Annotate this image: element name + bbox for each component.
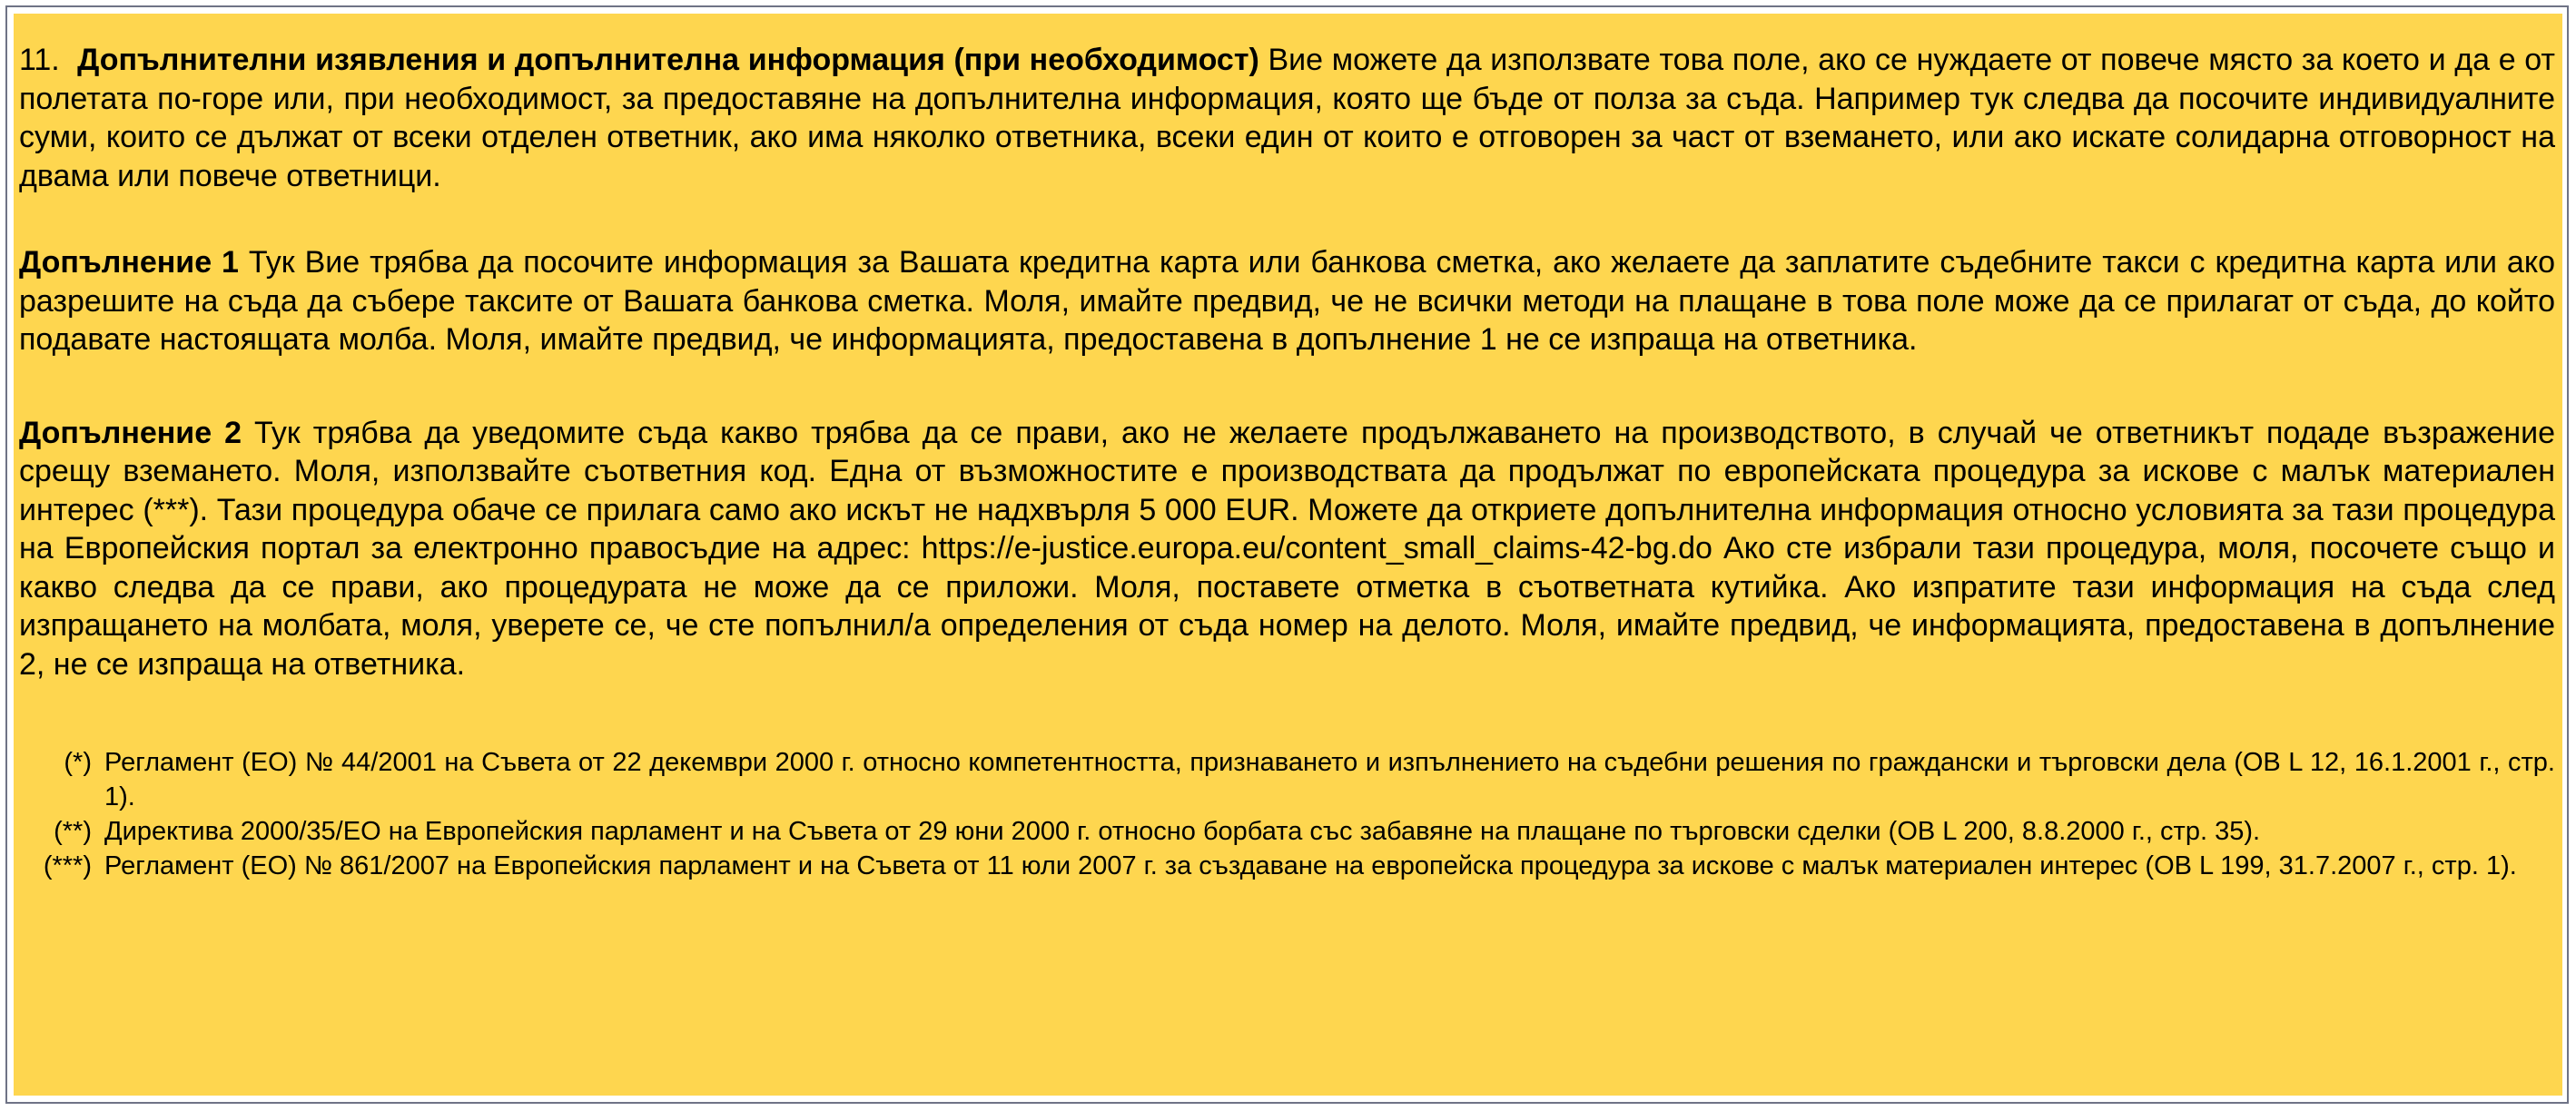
section-text: Вие можете да използвате това поле, ако се нуждаете от повече място за което и да е от полетата по-горе или, при необходимост, за предоставяне на допълнителна информация, която ще бъде от полза за съда. Например тук следва да посочите индивидуалните суми, които се дължат от всеки отделен ответник, ако има няколко ответника, всеки един от които е отговорен за част от вземането, или ако искате солидарна отговорност на двама или повече ответници. — [19, 43, 2555, 193]
section-number: 11. — [19, 43, 60, 77]
footnote-1 — [19, 745, 2555, 814]
supplement-1-title: Допълнение 1 — [19, 245, 239, 280]
section-title: Допълнителни изявления и допълнителна информация (при необходимост) — [77, 43, 1259, 77]
footnote-text: Регламент (ЕО) № 44/2001 на Съвета от 22 декември 2000 г. относно компетентността, признаването и изпълнението на съдебни решения по граждански и търговски дела (ОВ L 12, 16.1.2001 г., стр. 1). — [104, 748, 2555, 811]
footnotes — [19, 745, 2555, 883]
supplement-2-paragraph — [19, 414, 2555, 684]
supplement-2-text: Тук трябва да уведомите съда какво трябва да се прави, ако не желаете продължаването на производството, в случай че ответникът подаде възражение срещу вземането. Моля, използвайте съответния код. Една от възможностите е производствата да продължат по европейската процедура за искове с малък материален интерес (***). Тази процедура обаче се прилага само ако искът не надхвърля 5 000 EUR. Можете да откриете допълнителна информация относно условията за тази процедура на Европейския портал за електронно правосъдие на адрес: https://e-justice.europa.eu/content_small_claims-42-bg.do Ако сте избрали тази процедура, моля, посочете също и какво следва да се прави, ако процедурата не може да се приложи. Моля, поставете отметка в съответната кутийка. Ако изпратите тази информация на съда след изпращането на молбата, моля, уверете се, че сте попълнил/а определения от съда номер на делото. Моля, имайте предвид, че информацията, предоставена в допълнение 2, не се изпраща на ответника. — [19, 415, 2555, 682]
info-panel — [14, 14, 2562, 1096]
footnote-mark: (**) — [54, 817, 92, 846]
supplement-1-paragraph — [19, 243, 2555, 359]
footnote-mark: (*) — [64, 748, 92, 777]
form-frame — [5, 5, 2569, 1104]
footnote-text: Регламент (ЕО) № 861/2007 на Европейския парламент и на Съвета от 11 юли 2007 г. за създаване на европейска процедура за искове с малък материален интерес (ОВ L 199, 31.7.2007 г., стр. 1). — [104, 851, 2517, 880]
footnote-text: Директива 2000/35/ЕО на Европейския парламент и на Съвета от 29 юни 2000 г. относно борбата със забавяне на плащане по търговски сделки (ОВ L 200, 8.8.2000 г., стр. 35). — [104, 817, 2261, 846]
supplement-1-text: Тук Вие трябва да посочите информация за Вашата кредитна карта или банкова сметка, ако желаете да заплатите съдебните такси с кредитна карта или ако разрешите на съда да събере таксите от Вашата банкова сметка. Моля, имайте предвид, че не всички методи на плащане в това поле може да се прилагат от съда, до който подавате настоящата молба. Моля, имайте предвид, че информацията, предоставена в допълнение 1 не се изпраща на ответника. — [19, 245, 2555, 357]
section-11-paragraph — [19, 41, 2555, 195]
footnote-mark: (***) — [43, 851, 92, 880]
footnote-3 — [19, 849, 2555, 883]
supplement-2-title: Допълнение 2 — [19, 415, 242, 450]
footnote-2 — [19, 814, 2555, 849]
